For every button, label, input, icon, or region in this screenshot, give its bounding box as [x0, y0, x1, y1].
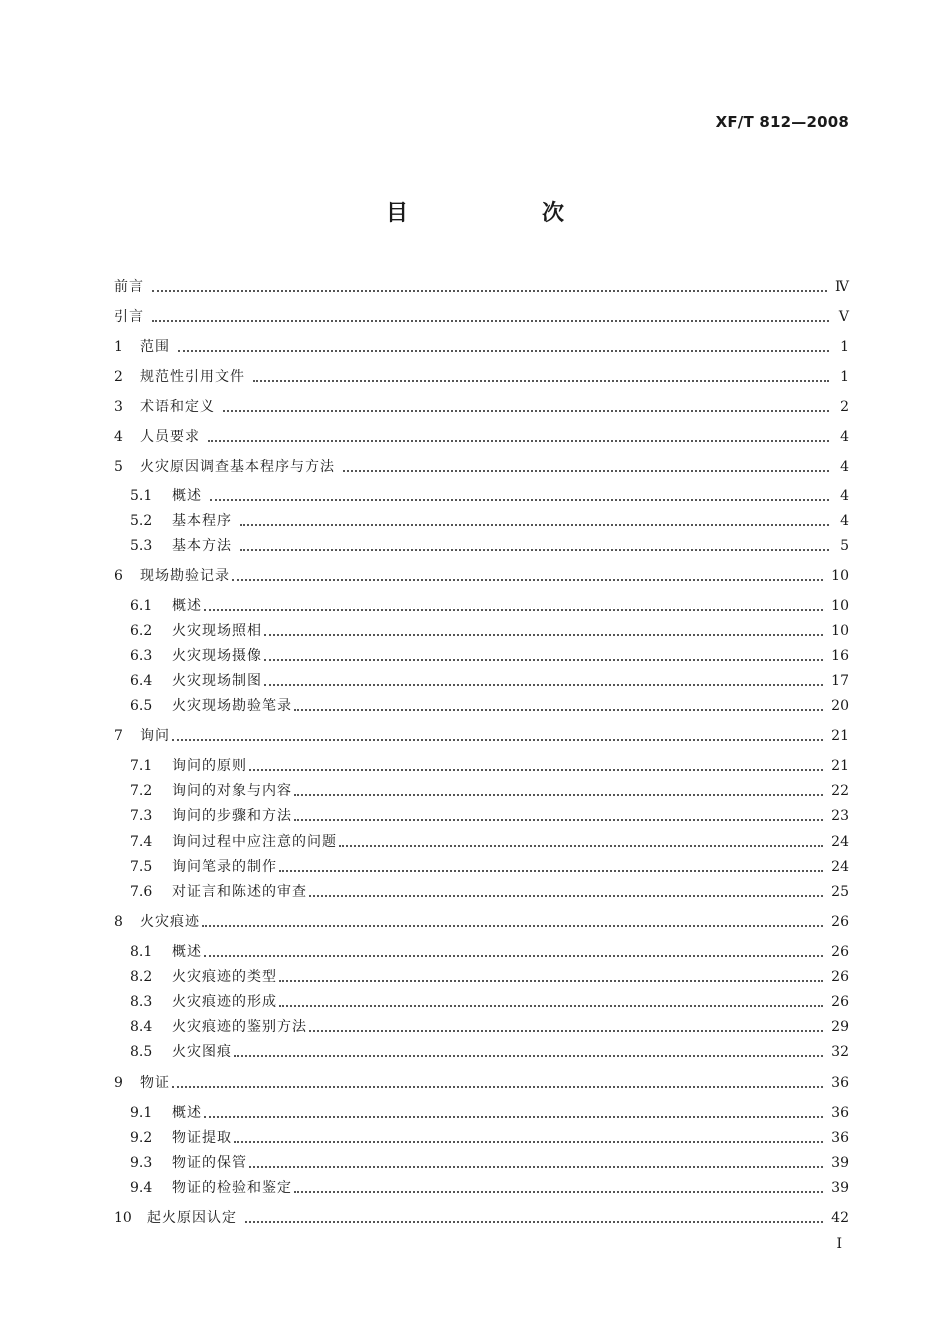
toc-entry-page: 16 [831, 648, 849, 664]
toc-entry-number: 6.1 [130, 598, 153, 614]
toc-entry-label: 火灾原因调查基本程序与方法 [140, 459, 335, 475]
toc-entry-label: 询问的原则 [172, 758, 247, 774]
toc-entry-page: 4 [840, 459, 849, 475]
dot-leader [152, 290, 827, 292]
toc-entry-number: 6.3 [130, 648, 153, 664]
toc-entry[interactable] [130, 510, 849, 532]
toc-entry-page: 29 [831, 1019, 849, 1035]
toc-entry[interactable] [130, 670, 849, 692]
toc-entry-number: 7.4 [130, 834, 153, 850]
toc-entry-page: 25 [831, 884, 849, 900]
toc-entry-page: 36 [831, 1075, 849, 1091]
toc-entry-label: 前言 [114, 279, 144, 295]
toc-entry-page: 21 [831, 728, 849, 744]
toc-entry-page: 42 [831, 1210, 849, 1226]
dot-leader [264, 684, 823, 686]
toc-entry-label: 火灾痕迹 [140, 914, 200, 930]
toc-entry-page: 1 [840, 339, 849, 355]
toc-entry[interactable] [130, 966, 849, 988]
toc-entry-label: 火灾痕迹的类型 [172, 969, 277, 985]
toc-entry[interactable] [130, 881, 849, 903]
dot-leader [253, 380, 829, 382]
toc-entry[interactable] [114, 276, 849, 298]
dot-leader [172, 739, 823, 741]
toc-entry-number: 3 [114, 399, 123, 415]
toc-entry-page: 20 [831, 698, 849, 714]
toc-entry[interactable] [114, 336, 849, 358]
toc-entry-label: 规范性引用文件 [140, 369, 245, 385]
toc-entry-label: 询问过程中应注意的问题 [172, 834, 337, 850]
dot-leader [204, 1116, 823, 1118]
toc-entry-page: 1 [840, 369, 849, 385]
toc-entry-number: 10 [114, 1210, 132, 1226]
toc-entry-label: 现场勘验记录 [140, 568, 230, 584]
toc-entry-page: 36 [831, 1105, 849, 1121]
standard-code: XF/T 812—2008 [715, 113, 849, 131]
toc-entry-label: 基本方法 [172, 538, 232, 554]
toc-entry[interactable] [114, 725, 849, 747]
dot-leader [279, 870, 823, 872]
toc-entry[interactable] [130, 485, 849, 507]
toc-entry-page: 10 [831, 623, 849, 639]
toc-entry[interactable] [130, 645, 849, 667]
toc-entry[interactable] [114, 1072, 849, 1094]
toc-entry-number: 5.2 [130, 513, 153, 529]
toc-entry-page: 5 [840, 538, 849, 554]
toc-entry-label: 概述 [172, 944, 202, 960]
toc-entry-number: 8.5 [130, 1044, 153, 1060]
toc-entry[interactable] [130, 755, 849, 777]
toc-entry-number: 5.1 [130, 488, 153, 504]
toc-entry[interactable] [130, 831, 849, 853]
toc-entry-number: 4 [114, 429, 123, 445]
toc-entry-number: 5 [114, 459, 123, 475]
toc-entry[interactable] [130, 1016, 849, 1038]
toc-entry-label: 火灾图痕 [172, 1044, 232, 1060]
toc-entry-label: 基本程序 [172, 513, 232, 529]
toc-entry-page: 26 [831, 944, 849, 960]
dot-leader [264, 634, 823, 636]
dot-leader [204, 955, 823, 957]
toc-entry[interactable] [114, 911, 849, 933]
toc-entry-page: 39 [831, 1155, 849, 1171]
toc-entry-page: 36 [831, 1130, 849, 1146]
toc-entry[interactable] [114, 565, 849, 587]
toc-entry-number: 9.1 [130, 1105, 153, 1121]
toc-entry-label: 询问的对象与内容 [172, 783, 292, 799]
toc-entry[interactable] [114, 1207, 849, 1229]
dot-leader [234, 1141, 823, 1143]
toc-entry-label: 术语和定义 [140, 399, 215, 415]
toc-entry-label: 概述 [172, 1105, 202, 1121]
dot-leader [223, 410, 829, 412]
dot-leader [294, 794, 823, 796]
toc-entry[interactable] [130, 805, 849, 827]
toc-entry[interactable] [130, 1152, 849, 1174]
toc-entry-number: 8.4 [130, 1019, 153, 1035]
toc-entry-label: 概述 [172, 488, 202, 504]
dot-leader [202, 925, 823, 927]
dot-leader [294, 819, 823, 821]
toc-entry-page: 10 [831, 598, 849, 614]
toc-entry[interactable] [130, 941, 849, 963]
toc-entry[interactable] [130, 1041, 849, 1063]
toc-entry[interactable] [130, 1127, 849, 1149]
dot-leader [208, 440, 829, 442]
dot-leader [279, 980, 823, 982]
toc-entry-label: 物证提取 [172, 1130, 232, 1146]
toc-entry-number: 5.3 [130, 538, 153, 554]
dot-leader [178, 350, 829, 352]
toc-entry-label: 人员要求 [140, 429, 200, 445]
toc-entry-page: 24 [831, 834, 849, 850]
toc-entry-label: 物证的检验和鉴定 [172, 1180, 292, 1196]
toc-entry[interactable] [130, 856, 849, 878]
toc-entry-number: 6.4 [130, 673, 153, 689]
toc-entry-number: 9.3 [130, 1155, 153, 1171]
dot-leader [240, 549, 829, 551]
toc-entry-page: 39 [831, 1180, 849, 1196]
toc-entry[interactable] [130, 595, 849, 617]
toc-entry[interactable] [130, 1177, 849, 1199]
toc-entry-page: 4 [840, 513, 849, 529]
toc-entry-number: 8.1 [130, 944, 153, 960]
dot-leader [204, 609, 823, 611]
toc-entry-number: 8.3 [130, 994, 153, 1010]
toc-entry-label: 询问 [140, 728, 170, 744]
toc-entry[interactable] [130, 535, 849, 557]
toc-entry-number: 6 [114, 568, 123, 584]
toc-entry-page: 23 [831, 808, 849, 824]
dot-leader [294, 709, 823, 711]
dot-leader [249, 1166, 823, 1168]
toc-entry-page: 4 [840, 488, 849, 504]
toc-entry-page: 26 [831, 914, 849, 930]
dot-leader [343, 470, 829, 472]
toc-entry-number: 7.2 [130, 783, 153, 799]
toc-entry[interactable] [114, 366, 849, 388]
dot-leader [249, 769, 823, 771]
toc-entry-number: 9.2 [130, 1130, 153, 1146]
toc-entry-page: 4 [840, 429, 849, 445]
dot-leader [245, 1221, 823, 1223]
page-number: Ⅰ [836, 1236, 842, 1252]
dot-leader [240, 524, 829, 526]
toc-entry[interactable] [114, 426, 849, 448]
toc-entry-number: 7.5 [130, 859, 153, 875]
toc-entry-page: 24 [831, 859, 849, 875]
toc-entry-label: 火灾现场勘验笔录 [172, 698, 292, 714]
toc-entry-label: 物证 [140, 1075, 170, 1091]
toc-entry-number: 7 [114, 728, 123, 744]
toc-entry-number: 7.6 [130, 884, 153, 900]
toc-entry[interactable] [114, 456, 849, 478]
toc-entry[interactable] [130, 620, 849, 642]
dot-leader [339, 845, 823, 847]
toc-entry-page: 26 [831, 969, 849, 985]
toc-entry-label: 物证的保管 [172, 1155, 247, 1171]
toc-entry[interactable] [130, 1102, 849, 1124]
dot-leader [234, 1055, 823, 1057]
dot-leader [210, 499, 829, 501]
toc-entry-number: 2 [114, 369, 123, 385]
toc-entry-label: 询问笔录的制作 [172, 859, 277, 875]
toc-entry-label: 火灾现场制图 [172, 673, 262, 689]
page-title: 目 次 [385, 201, 620, 226]
toc-entry-number: 6.2 [130, 623, 153, 639]
toc-entry-page: Ⅳ [835, 279, 849, 295]
toc-entry-number: 7.1 [130, 758, 153, 774]
toc-entry-label: 范围 [140, 339, 170, 355]
toc-entry[interactable] [114, 396, 849, 418]
dot-leader [172, 1086, 823, 1088]
dot-leader [309, 895, 823, 897]
toc-entry-label: 对证言和陈述的审查 [172, 884, 307, 900]
toc-entry-number: 1 [114, 339, 123, 355]
toc-entry-page: 32 [831, 1044, 849, 1060]
toc-entry-label: 火灾痕迹的鉴别方法 [172, 1019, 307, 1035]
toc-entry-number: 7.3 [130, 808, 153, 824]
dot-leader [152, 320, 829, 322]
toc-entry-label: 火灾现场摄像 [172, 648, 262, 664]
toc-entry-label: 火灾现场照相 [172, 623, 262, 639]
toc-entry-number: 8.2 [130, 969, 153, 985]
toc-entry-page: 26 [831, 994, 849, 1010]
toc-entry-label: 起火原因认定 [147, 1210, 237, 1226]
toc-entry-number: 6.5 [130, 698, 153, 714]
dot-leader [232, 579, 823, 581]
toc-entry[interactable] [130, 780, 849, 802]
dot-leader [279, 1005, 823, 1007]
toc-entry-number: 8 [114, 914, 123, 930]
toc-entry[interactable] [114, 306, 849, 328]
toc-entry[interactable] [130, 991, 849, 1013]
toc-entry-page: Ⅴ [838, 309, 849, 325]
toc-entry-label: 火灾痕迹的形成 [172, 994, 277, 1010]
toc-entry-page: 2 [840, 399, 849, 415]
toc-entry-page: 22 [831, 783, 849, 799]
toc-entry-page: 10 [831, 568, 849, 584]
dot-leader [294, 1191, 823, 1193]
toc-entry-page: 17 [831, 673, 849, 689]
toc-entry[interactable] [130, 695, 849, 717]
dot-leader [264, 659, 823, 661]
dot-leader [309, 1030, 823, 1032]
toc-entry-label: 概述 [172, 598, 202, 614]
toc-entry-number: 9.4 [130, 1180, 153, 1196]
toc-entry-label: 询问的步骤和方法 [172, 808, 292, 824]
toc-entry-number: 9 [114, 1075, 123, 1091]
toc-entry-label: 引言 [114, 309, 144, 325]
toc-entry-page: 21 [831, 758, 849, 774]
